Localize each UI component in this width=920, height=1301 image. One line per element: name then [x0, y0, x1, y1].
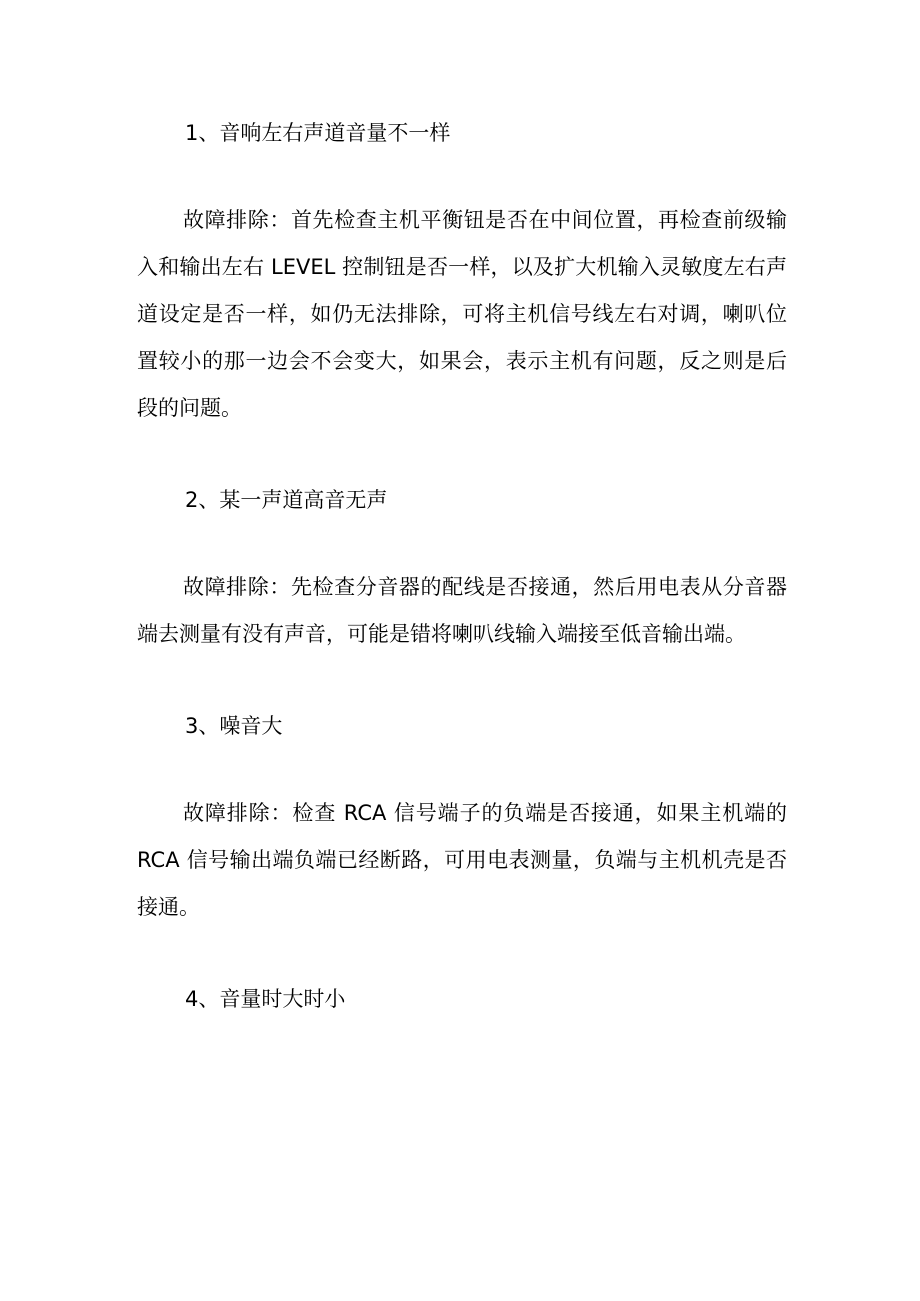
- section-body-1: 故障排除：首先检查主机平衡钮是否在中间位置，再检查前级输入和输出左右 LEVEL 控制钮是否一样，以及扩大机输入灵敏度左右声道设定是否一样，如仍无法排除，可将主机信号线左右对调，喇叭位置较小的那一边会不会变大，如果会，表示主机有问题，反之则是后段的问题。: [137, 208, 787, 420]
- section-heading-3: 3、噪音大: [185, 714, 283, 738]
- document-body: [137, 112, 787, 1020]
- spacer: [137, 747, 787, 790]
- spacer: [137, 931, 787, 978]
- spacer: [137, 154, 787, 197]
- section-heading-4: 4、音量时大时小: [185, 987, 346, 1011]
- section-heading-2: 2、某一声道高音无声: [185, 488, 388, 512]
- spacer: [137, 521, 787, 564]
- section-body-2: 故障排除：先检查分音器的配线是否接通，然后用电表从分音器端去测量有没有声音，可能是错将喇叭线输入端接至低音输出端。: [137, 575, 787, 646]
- section-body-3: 故障排除：检查 RCA 信号端子的负端是否接通，如果主机端的 RCA 信号输出端负端已经断路，可用电表测量，负端与主机机壳是否接通。: [137, 801, 787, 919]
- spacer: [137, 658, 787, 705]
- section-heading-1: 1、音响左右声道音量不一样: [185, 121, 451, 145]
- spacer: [137, 432, 787, 479]
